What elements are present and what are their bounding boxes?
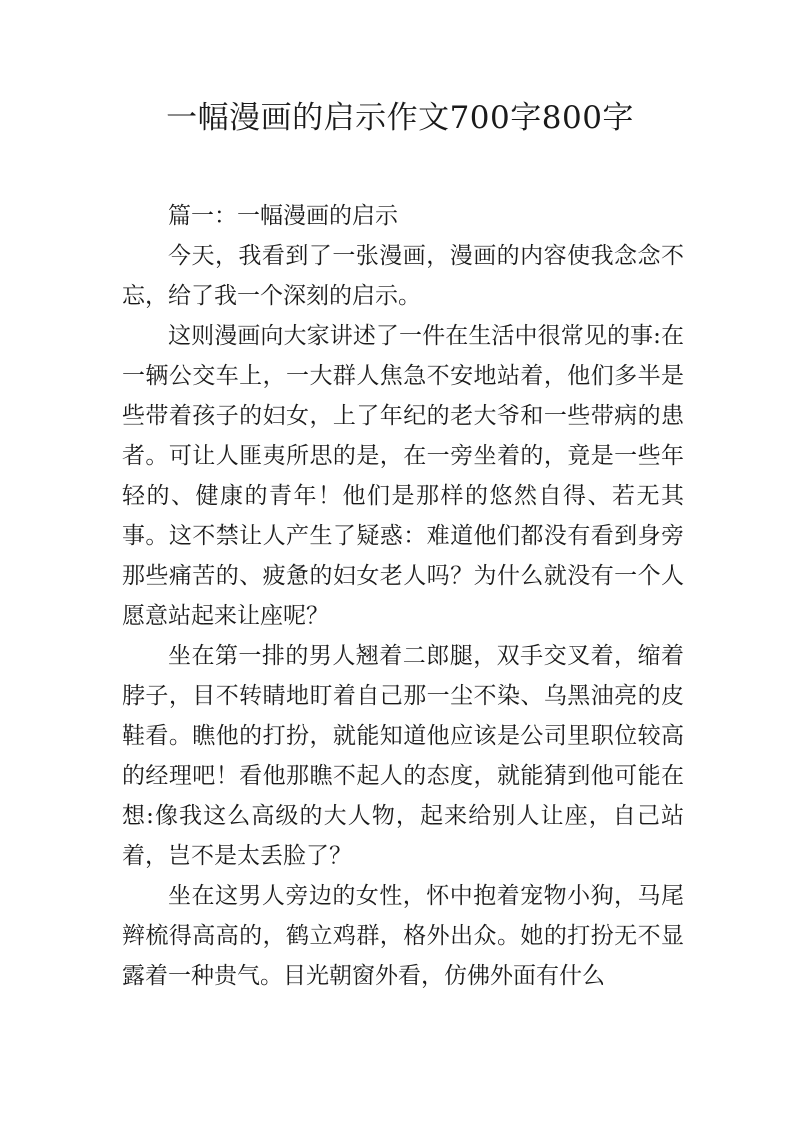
paragraph-2: 这则漫画向大家讲述了一件在生活中很常见的事:在一辆公交车上，一大群人焦急不安地站着，他们多半是些带着孩子的妇女，上了年纪的老大爷和一些带病的患者。可让人匪夷所思的是，在一旁坐着的，竟是一些年轻的、健康的青年！他们是那样的悠然自得、若无其事。这不禁让人产生了疑惑：难道他们都没有看到身旁那些痛苦的、疲惫的妇女老人吗？为什么就没有一个人愿意站起来让座呢？ <box>122 323 684 629</box>
document-body <box>122 196 684 996</box>
section-heading: 篇一：一幅漫画的启示 <box>168 203 398 229</box>
paragraph-1: 今天，我看到了一张漫画，漫画的内容使我念念不忘，给了我一个深刻的启示。 <box>122 243 684 309</box>
document-title: 一幅漫画的启示作文700字800字 <box>166 100 634 136</box>
paragraph-4: 坐在这男人旁边的女性，怀中抱着宠物小狗，马尾辫梳得高高的，鹤立鸡群，格外出众。她的打扮无不显露着一种贵气。目光朝窗外看，仿佛外面有什么 <box>122 883 684 989</box>
paragraph-3: 坐在第一排的男人翘着二郎腿，双手交叉着，缩着脖子，目不转睛地盯着自己那一尘不染、乌黑油亮的皮鞋看。瞧他的打扮，就能知道他应该是公司里职位较高的经理吧！看他那瞧不起人的态度，就能猜到他可能在想:像我这么高级的大人物，起来给别人让座，自己站着，岂不是太丢脸了？ <box>122 643 684 869</box>
